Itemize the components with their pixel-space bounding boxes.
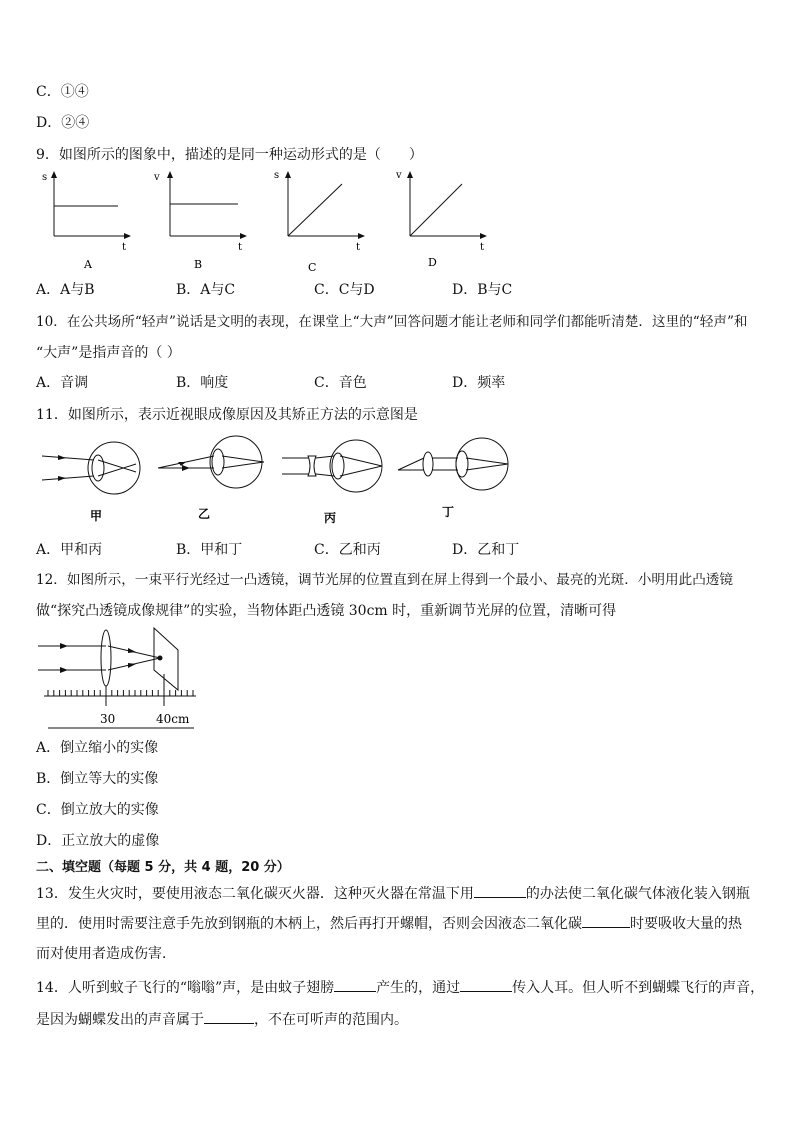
graph-b [153,171,247,271]
section-heading-fill-in: 二、填空题（每题 5 分，共 4 题，20 分） [36,860,290,875]
q14-line1 [36,977,764,998]
q9-option-c[interactable]: C．C与D [314,282,375,298]
ruler-ticks [48,690,193,696]
graph-c-caption: C [308,261,317,274]
q14-text-1a: 14．人听到蚊子飞行的“嗡嗡”声，是由蚊子翅膀 [36,980,335,996]
q12-lens-diagram [36,624,206,732]
q14-blank-3[interactable] [204,1009,254,1024]
eye-caption-bing: 丙 [324,511,337,525]
q11-eye-diagrams [36,432,506,528]
q13-blank-2[interactable] [582,913,630,928]
q10-option-b[interactable]: B．响度 [176,375,229,391]
q11-option-d[interactable]: D．乙和丁 [452,542,520,558]
q12-option-d[interactable]: D．正立放大的虚像 [36,833,160,849]
graph-a-caption: A [84,258,92,271]
eye-diagram-yi [158,436,264,521]
graph-d-ylabel: v [396,170,402,181]
q9-option-a[interactable]: A．A与B [36,282,95,298]
q10-option-c[interactable]: C．音色 [314,375,367,391]
q13-blank-1[interactable] [474,883,526,898]
q9-stem: 9．如图所示的图象中，描述的是同一种运动形式的是（ ） [36,147,423,163]
graph-a-ylabel: s [42,172,48,183]
eye-caption-yi: 乙 [198,507,211,521]
graph-a-xlabel: t [122,242,127,253]
graph-b-caption: B [194,258,203,271]
q13-text-2b: 时要吸收大量的热 [630,916,742,932]
option-c-prev: C．①④ [36,84,89,100]
graph-c [274,170,365,274]
eye-diagram-bing [282,440,382,525]
q13-line3: 而对使用者造成伤害． [36,946,176,962]
q13-line2 [36,913,742,934]
eye-diagram-ding [398,438,508,519]
q11-option-c[interactable]: C．乙和丙 [314,542,381,558]
q12-option-b[interactable]: B．倒立等大的实像 [36,771,159,787]
eye-diagram-jia [42,442,140,523]
q14-blank-2[interactable] [460,977,512,992]
q9-motion-graphs [36,168,506,278]
q13-text-2a: 里的．使用时需要注意手先放到钢瓶的木柄上，然后再打开螺帽，否则会因液态二氧化碳 [36,916,582,932]
q14-text-2a: 是因为蝴蝶发出的声音属于 [36,1012,204,1028]
ruler-label-40: 40cm [156,712,190,726]
q11-option-a[interactable]: A．甲和丙 [36,542,103,558]
q9-option-d[interactable]: D．B与C [452,282,513,298]
q12-option-a[interactable]: A．倒立缩小的实像 [36,740,159,756]
graph-b-ylabel: v [154,172,160,183]
q11-stem: 11．如图所示，表示近视眼成像原因及其矫正方法的示意图是 [36,407,418,423]
q14-text-1b: 产生的，通过 [376,980,461,996]
q11-option-b[interactable]: B．甲和丁 [176,542,243,558]
q13-text-1a: 13．发生火灾时，要使用液态二氧化碳灭火器．这种灭火器在常温下用 [36,886,474,902]
option-d-prev: D．②④ [36,115,90,131]
graph-d-xlabel: t [480,242,485,253]
q12-option-c[interactable]: C．倒立放大的实像 [36,802,159,818]
q13-line1 [36,883,750,904]
q10-option-d[interactable]: D．频率 [452,375,506,391]
ruler-label-30: 30 [100,712,116,726]
eye-caption-ding: 丁 [442,505,455,519]
q10-stem-line2: “大声”是指声音的（ ） [36,345,181,361]
graph-c-xlabel: t [356,242,361,253]
q14-line2 [36,1009,408,1030]
graph-c-ylabel: s [274,170,280,181]
q13-text-1b: 的办法使二氧化碳气体液化装入钢瓶 [525,886,750,902]
eye-caption-jia: 甲 [90,509,103,523]
graph-a [42,171,131,271]
q12-stem-line1: 12．如图所示，一束平行光经过一凸透镜，调节光屏的位置直到在屏上得到一个最小、最亮的光斑．小明用此凸透镜 [36,572,733,588]
q12-stem-line2: 做“探究凸透镜成像规律”的实验，当物体距凸透镜 30cm 时，重新调节光屏的位置，清晰可得 [36,603,617,619]
q14-blank-1[interactable] [334,977,376,992]
graph-d [395,170,487,269]
q14-text-1c: 传入人耳。但人听不到蝴蝶飞行的声音， [512,980,765,996]
graph-b-xlabel: t [238,242,243,253]
q14-text-2b: ，不在可听声的范围内。 [254,1012,408,1028]
graph-d-caption: D [428,256,437,269]
q10-option-a[interactable]: A．音调 [36,375,89,391]
q10-stem-line1: 10．在公共场所“轻声”说话是文明的表现，在课堂上“大声”回答问题才能让老师和同学们都能听清楚．这里的“轻声”和 [36,314,748,330]
q9-option-b[interactable]: B．A与C [176,282,236,298]
